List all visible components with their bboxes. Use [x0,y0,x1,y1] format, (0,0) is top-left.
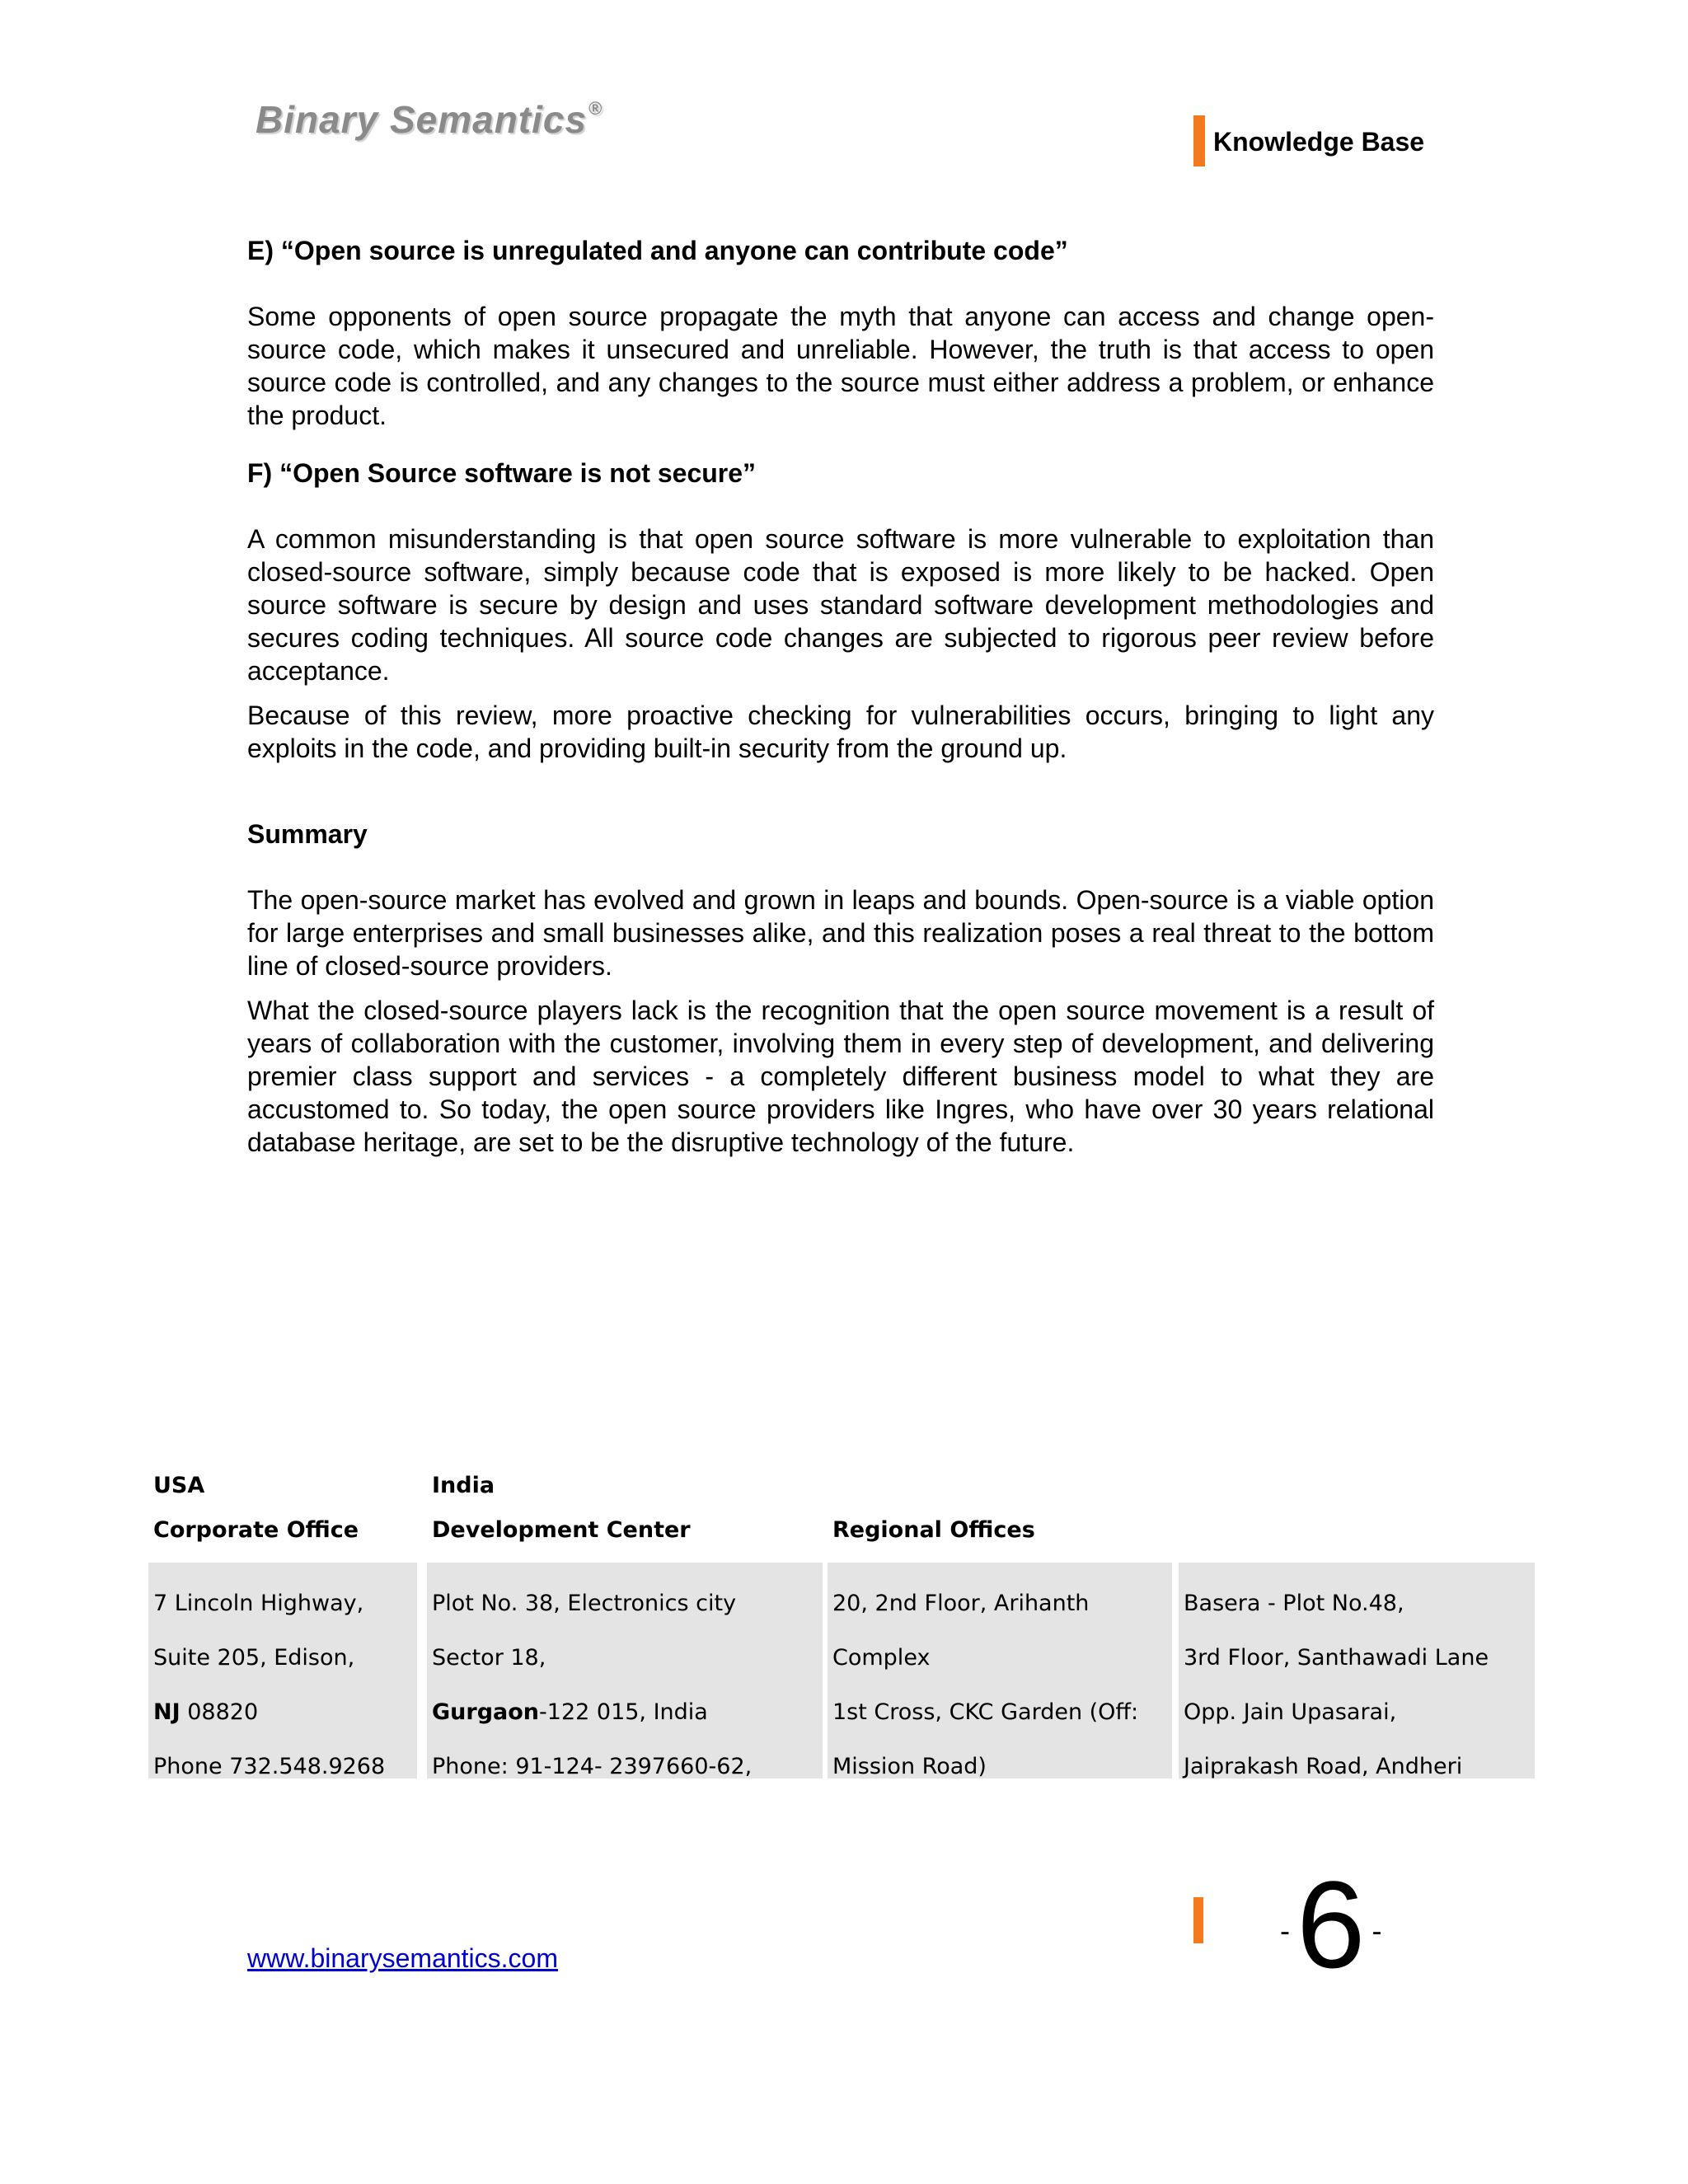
address-usa: 7 Lincoln Highway, Suite 205, Edison, NJ 08820 Phone 732.548.9268 [148,1563,417,1779]
accent-bar [1193,115,1205,166]
address-gurgaon: Plot No. 38, Electronics city Sector 18, Gurgaon-122 015, India Phone: 91-124- 2397660-62, [427,1563,823,1779]
website-link[interactable]: www.binarysemantics.com [247,1943,558,1973]
address-table [148,1563,1535,1779]
paragraph: What the closed-source players lack is the recognition that the open source movement is a result of years of collaboration with the customer, involving them in every step of development, and delivering premier class support and services - a completely different business model to what they are accustomed to. So today, the open source providers like Ingres, who have over 30 years relational database heritage, are set to be the disruptive technology of the future. [247,996,1434,1157]
office-addresses [148,1472,1535,1779]
paragraph: Because of this review, more proactive checking for vulnerabilities occurs, bringing to light any exploits in the code, and providing built-in security from the ground up. [247,701,1434,763]
section-label: Knowledge Base [1213,127,1425,157]
company-logo [256,97,603,142]
page-number: - 6 - [1280,1855,1382,1994]
paragraph: The open-source market has evolved and grown in leaps and bounds. Open-source is a viable option for large enterprises and small businesses alike, and this realization poses a real threat to the bottom line of closed-source providers. [247,885,1434,981]
paragraph: A common misunderstanding is that open source software is more vulnerable to exploitation than closed-source software, simply because code that is exposed is more likely to be hacked. Open source software is secure by design and uses standard software development methodologies and secures coding techniques. All source code changes are subjected to rigorous peer review before acceptance. [247,524,1434,686]
header-corporate-office: Corporate Office [153,1517,359,1543]
heading-f: F) “Open Source software is not secure” [247,458,757,488]
header-regional-offices: Regional Offices [832,1517,1035,1543]
country-usa: USA [153,1473,205,1498]
document-body [247,234,1434,1159]
page-number-digit: 6 [1296,1855,1366,1994]
registered-mark: ® [588,98,603,119]
logo-text: Binary Semantics [256,98,588,141]
heading-summary: Summary [247,819,368,849]
country-india: India [432,1473,495,1498]
page-accent-bar [1193,1897,1203,1943]
address-bangalore: 20, 2nd Floor, Arihanth Complex 1st Cross, CKC Garden (Off: Mission Road) [828,1563,1172,1779]
heading-e: E) “Open source is unregulated and anyone can contribute code” [247,236,1068,265]
address-mumbai: Basera - Plot No.48, 3rd Floor, Santhawadi Lane Opp. Jain Upasarai, Jaiprakash Road, Andheri [1179,1563,1535,1779]
paragraph: Some opponents of open source propagate the myth that anyone can access and change open-source code, which makes it unsecured and unreliable. However, the truth is that access to open source code is controlled, and any changes to the source must either address a problem, or enhance the product. [247,302,1434,430]
header-development-center: Development Center [432,1517,691,1543]
